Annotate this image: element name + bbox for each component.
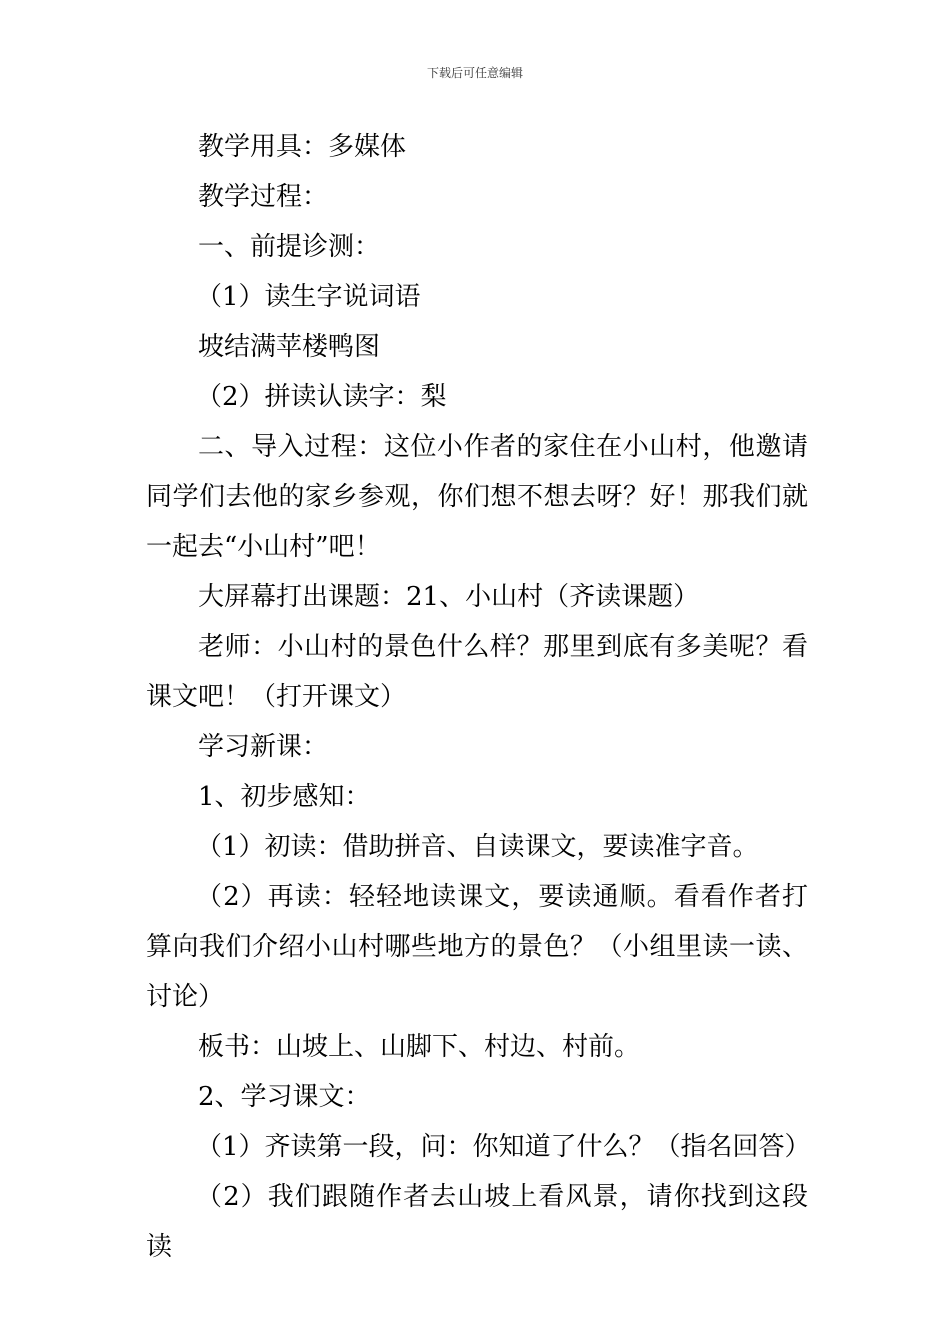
paragraph-pre-diagnosis: 一、前提诊测：	[198, 232, 381, 262]
paragraph-follow-author: （2）我们跟随作者去山坡上看风景，请你找到这段读	[146, 1182, 808, 1262]
paragraph-teaching-tools: 教学用具：多媒体	[198, 132, 407, 162]
paragraph-initial-perception: 1、初步感知：	[198, 782, 371, 812]
paragraph-read-new-words: （1）读生字说词语	[196, 282, 421, 312]
paragraph-introduction: 二、导入过程：这位小作者的家住在小山村，他邀请同学们去他的家乡参观，你们想不想去呀？好！那我们就一起去“小山村”吧！	[146, 432, 808, 562]
paragraph-read-first-section: （1）齐读第一段，问：你知道了什么？（指名回答）	[196, 1132, 811, 1162]
paragraph-new-lesson: 学习新课：	[198, 732, 329, 762]
paragraph-spell-read: （2）拼读认读字：梨	[196, 382, 447, 412]
paragraph-blackboard: 板书：山坡上、山脚下、村边、村前。	[198, 1032, 641, 1062]
document-body	[146, 122, 811, 1272]
paragraph-teaching-process: 教学过程：	[198, 182, 329, 212]
paragraph-word-list: 坡结满苹楼鸭图	[198, 332, 381, 362]
paragraph-teacher-question: 老师：小山村的景色什么样？那里到底有多美呢？看课文吧！（打开课文）	[146, 632, 808, 712]
paragraph-second-reading: （2）再读：轻轻地读课文，要读通顺。看看作者打算向我们介绍小山村哪些地方的景色？（小组里读一读、讨论）	[146, 882, 808, 1012]
paragraph-first-reading: （1）初读：借助拼音、自读课文，要读准字音。	[196, 832, 759, 862]
page-header: 下载后可任意编辑	[426, 66, 523, 80]
paragraph-screen-title: 大屏幕打出课题：21、小山村（齐读课题）	[198, 582, 700, 612]
paragraph-study-text: 2、学习课文：	[198, 1082, 371, 1112]
